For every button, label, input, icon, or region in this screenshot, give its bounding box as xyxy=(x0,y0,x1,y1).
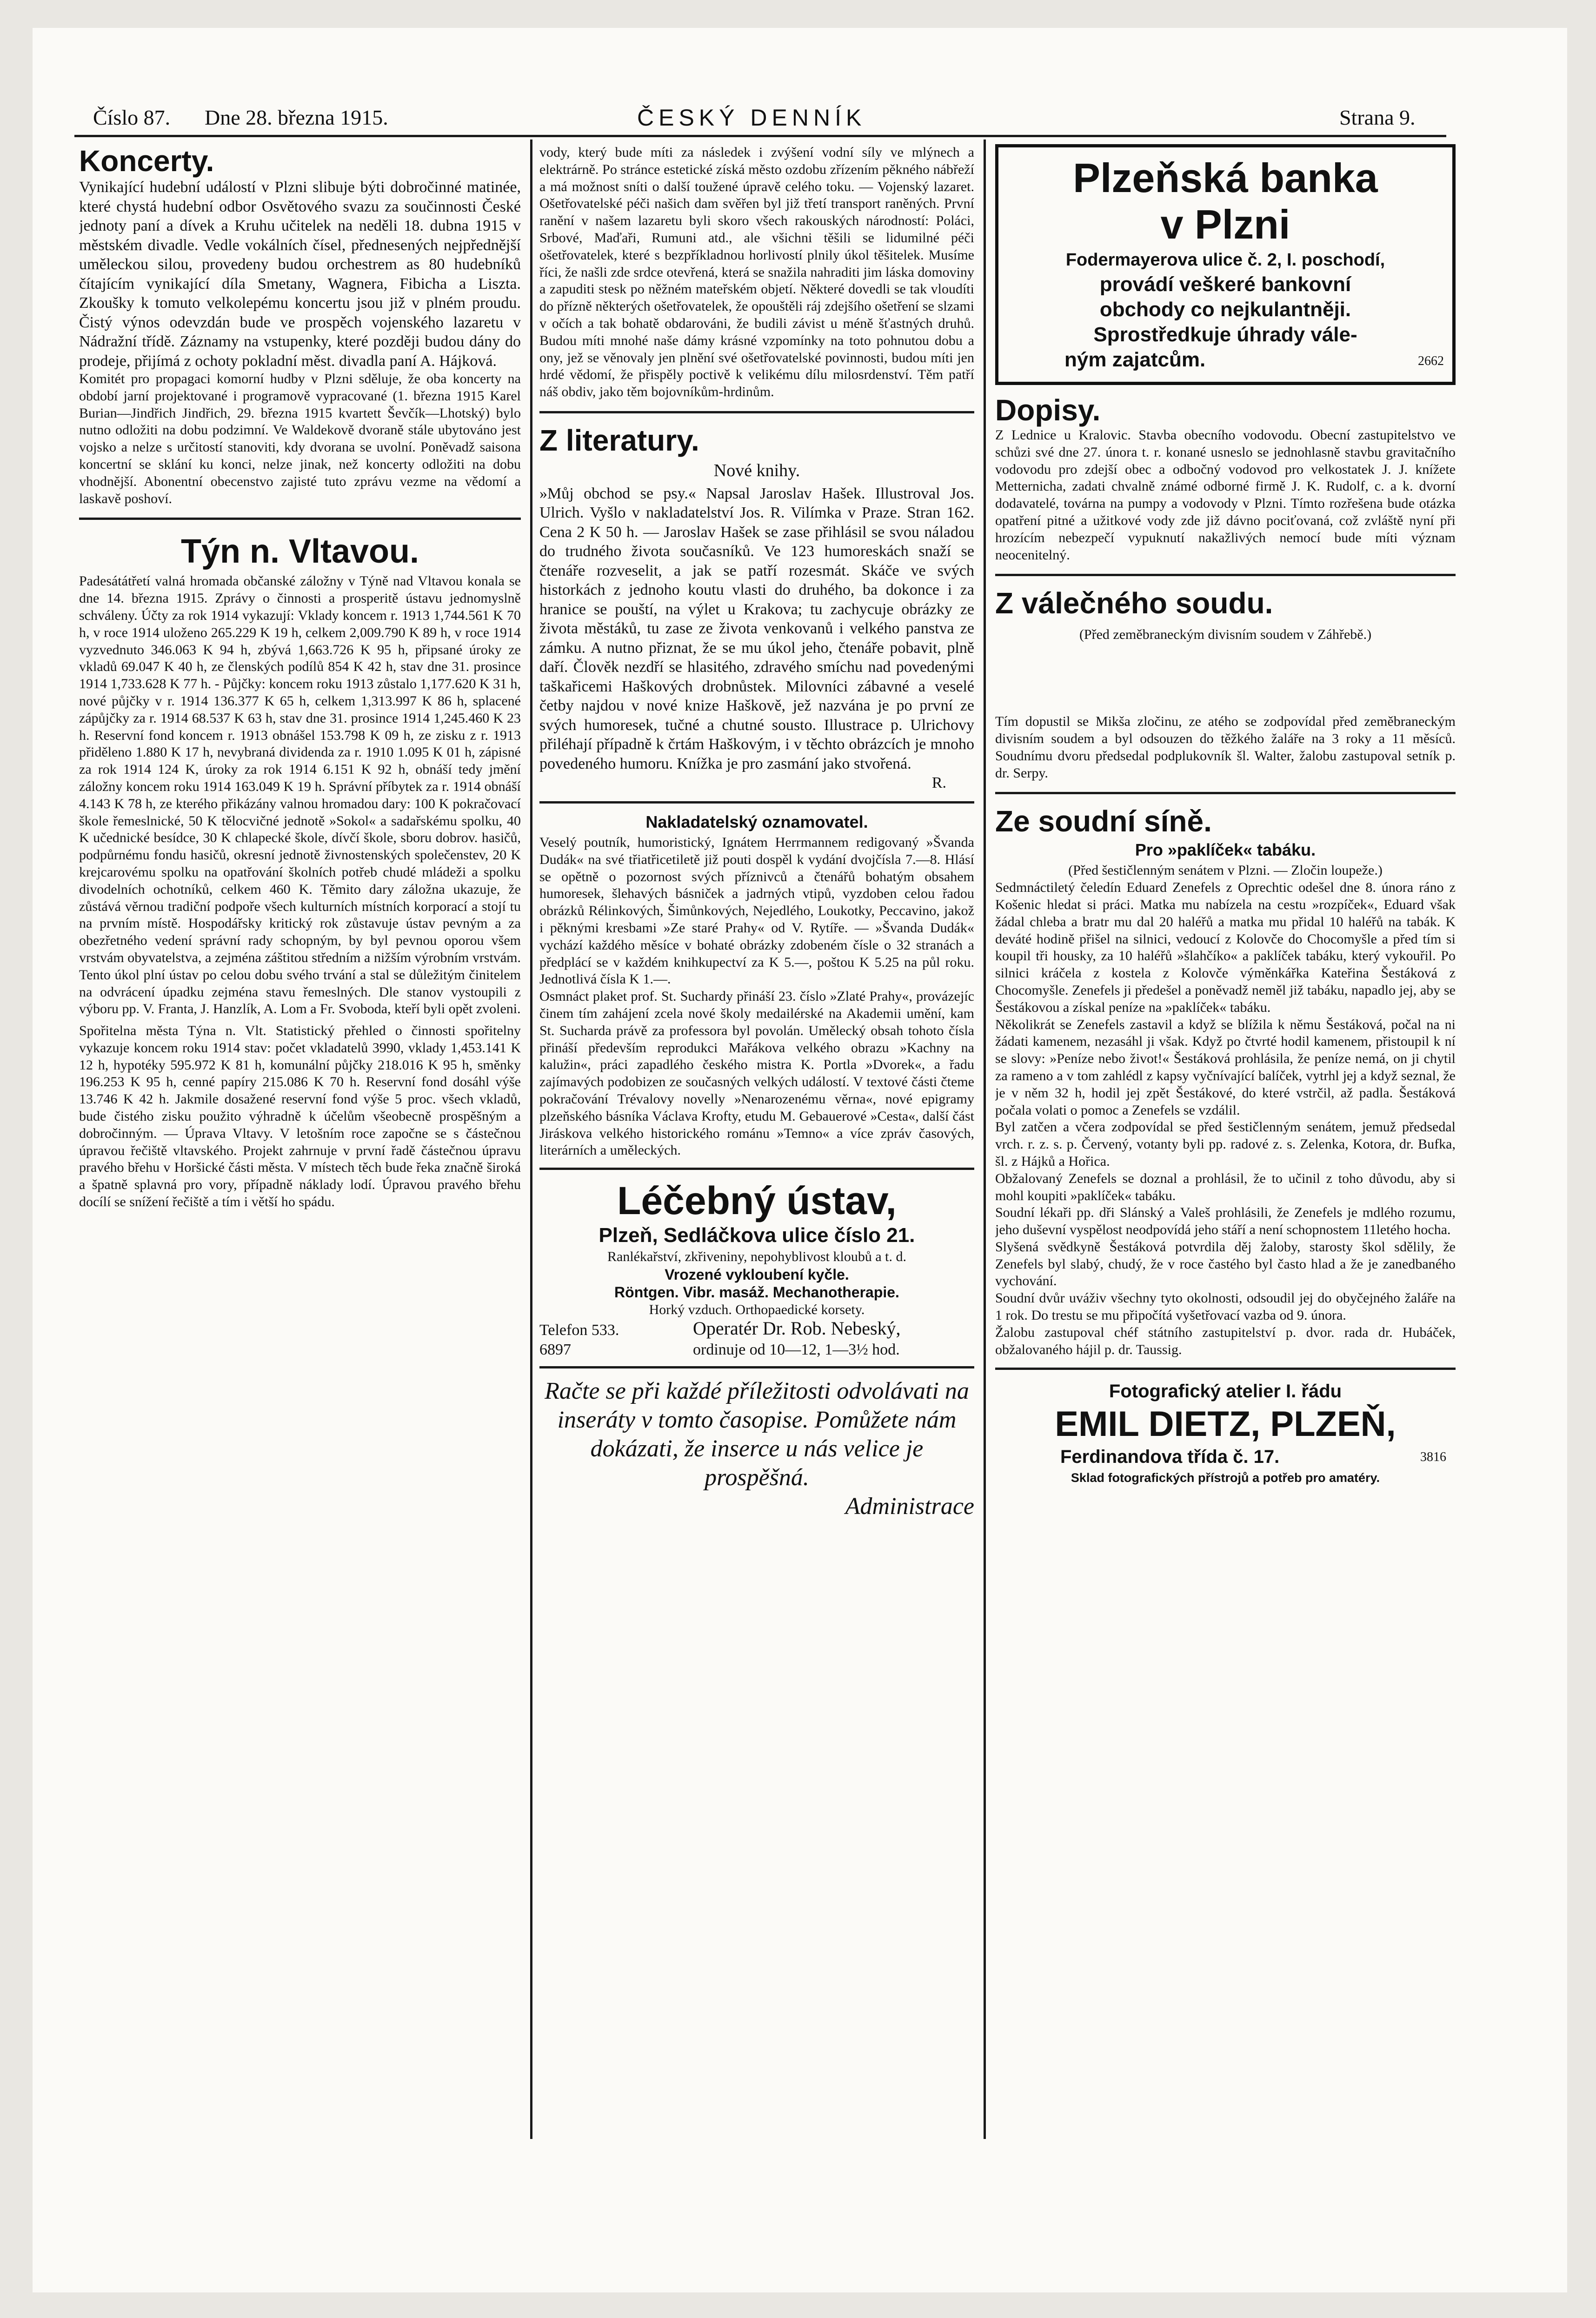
ad-line: Sprostředkuje úhrady vále- xyxy=(1093,323,1357,346)
column-3 xyxy=(995,144,1456,2144)
ad-line: Ranlékařství, zkřiveniny, nepohyblivost kloubů a t. d. xyxy=(607,1249,906,1265)
section-heading: Dopisy. xyxy=(995,393,1101,427)
ad-line: Horký vzduch. Orthopaedické korsety. xyxy=(649,1302,865,1318)
column-divider xyxy=(530,139,532,2139)
column-2 xyxy=(539,144,974,2144)
article-paragraph: vody, který bude míti za následek i zvýšení vodní síly ve mlýnech a elektrárně. Po stránce estetické získá město ozdobu zřízením pěkného nábřeží a má možnost sníti o další toužené úpravě celého toku. — Vojenský lazaret. Ošetřovatelské péči našich dam svěřen byl již třetí transport raněných. První ranění v našem lazaretu byli skoro všech rakouských národností: Poláci, Srbové, Maďaři, Rumuni atd., ale všichni těšili se lidumilné péči ošetřovatelek, které s bezpříkladnou horlivostí plnily úkol těšitelek. Musíme říci, že našli zde srdce otevřená, která se snažila nahraditi jim láska domoviny a zapuditi stesk po něžném mateřském objetí. Některé dovedli se tak vloudíti do přízně některých ošetřovatelek, že opouštěli ráj zdejšího ošetření se slzami v očích a tak bohatě obdarováni, že budili závist u méně šťastných druhů. Budou míti mnohé naše dámy krásné vzpomínky na toto pohnutou dobu a ony, jež se věnovaly jen plnění své ošetřovatelské povinnosti, budou míti jen hrdé vědomí, že přispěly poctivě k velikému dílu milosrdenství. Těm patří náš obdiv, jako těm bojovníkům-hrdinům. xyxy=(539,145,974,400)
ad-doctor: Operatér Dr. Rob. Nebeský, xyxy=(693,1318,901,1339)
ad-line: provádí veškeré bankovní xyxy=(1099,273,1351,296)
ad-title: Plzeňská banka xyxy=(1073,155,1378,201)
masthead-title: ČESKÝ DENNÍK xyxy=(637,105,866,131)
ad-title: Léčebný ústav, xyxy=(617,1179,897,1223)
article-paragraph: Vynikající hudební událostí v Plzni slibuje býti dobročinné matinée, které chystá hudební odbor Osvětového svazu za součinnosti České jednoty paní a dívek a Kruhu učitelek na neděli 18. dubna 1915 v městském divadle. Vedle vokálních čísel, přednesených nejpřednější uměleckou silou, provedeny budou orchestrem as 80 hudebníků čítajícím vynikající díla Smetany, Wagnera, Fibicha a Liszta. Zkoušky k tomuto velkolepému koncertu jsou již v plném proudu. Čistý výnos odevzdán bude ve prospěch vojenského lazaretu v Nádražní třídě. Záznamy na vstupenky, které později budou dány do prodeje, přijímá z ochoty pokladní měst. divadla paní A. Hájková. xyxy=(79,179,521,370)
article-paragraph: Padesátátřetí valná hromada občanské záložny v Týně nad Vltavou konala se dne 14. března 1915. Zprávy o činnosti a prosperitě ústavu jednomyslně schváleny. Účty za rok 1914 vykazují: Vklady koncem r. 1913 1,744.561 K 70 h, v roce 1914 uloženo 265.229 K 19 h, celkem 2,009.790 K 89 h, v roce 1914 vyzvednuto 346.063 K 94 h, zbývá 1,663.726 K 95 h, připsané úroky ze vkladů 69.047 K 40 h, ze členských podílů 854 K 42 h, stav dne 31. prosince 1914 1,733.628 K 77 h. - Půjčky: koncem roku 1913 zůstalo 1,177.620 K 31 h, nové půjčky v r. 1914 136.377 K 65 h, celkem 1,313.997 K 86 h, splacené zápůjčky za r. 1914 68.537 K 63 h, stav dne 31. prosince 1914 1,245.460 K 23 h. Reservní fond koncem r. 1913 obnášel 153.798 K 09 h, ze zisku z r. 1913 přiděleno 1.880 K 17 h, nevybraná dividenda za r. 1910 1.095 K 01 h, zápisné za rok 1914 124 K, úroky za rok 1914 6.151 K 92 h, obnáší tedy jmění záložny koncem roku 1914 163.049 K 19 h. Správní příbytek za r. 1914 obnáší 4.143 K 78 h, ze kterého přikázány valnou hromadou dary: 100 K pokračovací škole řemeslnické, 50 K tělocvičné jednotě »Sokol« a sadařskému spolku, 40 K učednické besídce, 30 K chlapecké škole, dívčí škole, sboru dobrov. hasičů, podpůrnému fondu hasičů, okresní jednotě živnostenských společenstev, 20 K krejcarovému spolku na opatřování školních potřeb chudé mládeži a spolku divodelních ochotníků, celkem 460 K. Těmito dary záložna ukazuje, že zůstává věrnou tradiční podpoře všech kulturních místních korporací a stojí tu na prvním místě. Hospodářsky kritický rok zůstavuje ústav pevným a za obezřetného vedení správní rady schopným, by byl pevnou oporou všem vrstvám obyvatelstva, a zejména záštitou středním a nižším výrobním vrstvám. Tento úkol plní ústav po celou dobu svého trvání a stal se důležitým činitelem na odvrácení úpadku zejména stavu řemeslných. Dle stanov vystoupili z výboru pp. V. Franta, J. Hanzlík, A. Lom a Fr. Svoboda, kteří byli opět zvoleni. xyxy=(79,573,521,1017)
article-paragraph: »Můj obchod se psy.« Napsal Jaroslav Hašek. Illustroval Jos. Ulrich. Vyšlo v nakladatelství Jos. R. Vilímka v Praze. Stran 162. Cena 2 K 50 h. — Jaroslav Hašek se zase přihlásil se svou náladou do trudného života současníků. Ve 123 humoreskách snaží se čtenáře rozveselit, a jak se patří rozesmát. Skáče ve svých historkách z jednoho koutu vlasti do druhého, ba dokonce i za hranice se pouští, na výlet u Krakova; tu zachycuje obrázky ze života městáků, tu zase ze života venkovanů i velkého panstva ze zámku. A nutno přiznat, že se mu úkol jeho, čtenáře pobavit, plně daří. Člověk nezdří se hlasitého, zdravého smíchu nad povedenými taškařicemi Haškových drobnůstek. Milovníci zábavné a veselé četby najdou v nové knize Haškově, jež nazvána je po první ze svých humoresek, tučné a chutné sousto. Illustrace p. Ulrichovy přiléhají případně k črtám Haškovým, i v těchto obrázcích je mnoho povedeného humoru. Knížka je pro zasmání jako stvořená. xyxy=(539,485,974,772)
article-paragraph: (Před šestičlenným senátem v Plzni. — Zločin loupeže.) xyxy=(1068,863,1383,878)
ad-address: Fodermayerova ulice č. 2, I. poschodí, xyxy=(1065,250,1385,270)
ad-line: ným zajatcům. xyxy=(1064,348,1206,371)
section-rule xyxy=(995,792,1456,794)
ad-number: 2662 xyxy=(1418,354,1444,368)
ad-line: Vrozené vykloubení kyčle. xyxy=(665,1266,849,1283)
subheading: Nakladatelský oznamovatel. xyxy=(645,812,868,831)
issue-date: Dne 28. března 1915. xyxy=(205,106,388,129)
section-rule xyxy=(539,411,974,413)
article-paragraph: Spořitelna města Týna n. Vlt. Statistický přehled o činnosti spořitelny vykazuje koncem roku 1914 stav: počet vkladatelů 3990, vklady 1,453.141 K 12 h, hypotéky 595.972 K 81 h, komunální půjčky 218.016 K 95 h, směnky 196.253 K 95 h, cenné papíry 215.086 K 70 h. Reservní fond dosáhl výše 13.746 K 42 h. Jakmile dosažené reservní fond výše 5 proc. všech vkladů, bude čistého zisku použito výhradně k účelům všeobecně prospěšným a dobročinným. — Úprava Vltavy. V letošním roce započne se s částečnou úpravou řečiště vltavského. Projekt zahrnuje v první řadě částečnou úpravu pravého břehu v Horšické části města. V místech těch bude řeka značně široká a špatně splavná pro vory, případně náklady lodí. Úpravou pravého břehu docílí se snížení řečiště a tím i větší ho spádu. xyxy=(79,1023,521,1210)
section-rule xyxy=(539,801,974,804)
column-1 xyxy=(79,144,521,2144)
section-heading: Ze soudní síně. xyxy=(995,804,1212,838)
ad-phone: Telefon 533. xyxy=(539,1322,619,1339)
article-paragraph: Byl zatčen a včera zodpovídal se před šestičlenným senátem, jemuž předsedal vrch. r. z. s. p. Červený, votanty byli pp. radové z. s. Zelenka, Kotora, dr. Bufka, šl. z Hájků a Hořica. xyxy=(995,1119,1456,1169)
header-rule xyxy=(74,135,1446,137)
section-heading: Koncerty. xyxy=(79,144,214,178)
censored-blank xyxy=(995,644,1456,713)
notice-text: Račte se při každé příležitosti odvolávati na inseráty v tomto časopise. Pomůžete nám dokázati, že inserce u nás velice je prospěšná. xyxy=(545,1378,969,1491)
section-rule xyxy=(79,518,521,520)
article-paragraph: Tím dopustil se Mikša zločinu, ze atého se zodpovídal před zeměbraneckým divisním soudem a byl odsouzen do těžkého žaláře na 3 roky a 11 měsíců. Soudnímu dvoru předsedal podplukovník šl. Walter, žalobu zastupoval setník p. dr. Serpy. xyxy=(995,714,1456,781)
advertisement-emil-dietz xyxy=(995,1379,1456,1487)
administration-notice xyxy=(539,1377,974,1521)
section-rule xyxy=(995,1368,1456,1370)
article-paragraph: Veselý poutník, humoristický, Ignátem Herrmannem redigovaný »Švanda Dudák« na své třiatřicetiletě již pouti dospěl k vydání dvojčísla 7.—8. Hlásí se opětně o pozornost svých příznivců a čtenářů bohatým obsahem humoresek, šlehavých básniček a jadrných vtipů, vyzdoben celou řadou obrázků Rélinkových, Šimůnkových, Nejedlého, Loukotky, Peccavino, jakož i pěknými kresbami »Ze staré Prahy« od V. Rytíře. — »Švanda Dudák« vychází každého měsíce v bohaté obrázky zdobeném čísle o 32 stranách a předplácí se v každém knihkupectví za K 5.—, poštou K 5.25 na půl roku. Jednotlivá čísla K 1.—. xyxy=(539,834,974,987)
article-paragraph: Slyšená svědkyně Šestáková potvrdila děj žaloby, starosty škol sdělily, že Zenefels byl slabý, chudý, že v roce častého byl často hlad a že je zanedbaného vychování. xyxy=(995,1239,1456,1289)
ad-line: obchody co nejkulantněji. xyxy=(1099,298,1351,321)
article-paragraph: Obžalovaný Zenefels se doznal a prohlásil, že to učinil z toho důvodu, aby si mohl koupiti »paklíček« tabáku. xyxy=(995,1170,1456,1203)
ad-number: 3816 xyxy=(1420,1450,1446,1465)
article-paragraph: Komitét pro propagaci komorní hudby v Plzni sděluje, že oba koncerty na období jarní projektované i programově vypracované (1. března 1915 Karel Burian—Jindřich Jindřich, 29. března 1915 kvartett Ševčík—Lhotský) bylo nutno odložiti na dobu podzimní. Ve Waldekově dvoraně stále ubytováno jest vojsko a nelze s určitostí stanoviti, kdy dvorana se uvolní. Poněvadž saisona koncertní se sklání ku konci, nelze jinak, než koncerty odložiti na dobu vhodnější. Abonentní obecenstvo zajisté tuto zprávu vezme na vědomí a laskavě poshoví. xyxy=(79,371,521,506)
article-paragraph: Žalobu zastupoval chéf státního zastupitelství p. dvor. rada dr. Hubáček, obžalovaného hájil p. dr. Taussig. xyxy=(995,1324,1456,1357)
subheading: Nové knihy. xyxy=(713,460,800,480)
article-paragraph: Sedmnáctiletý čeledín Eduard Zenefels z Oprechtic odešel dne 8. února ráno z Košenic hledat si práci. Matka mu nabízela na cestu »rozpíček«, Eduard však žádal chleba a bratr mu dal 20 haléřů a matka mu přidal 10 haléřů na tabák. K deváté hodině přišel na silnici, vedoucí z Kolovče do Chocomyšle a před tím si koupil tři housky, za 10 haléřů »šlahčíko« a paklíček tabáku, který vykouřil. Po silnici kráčela z kostela z Kolovče výměnkářka Kateřina Šestáková z Chocomyšle. Zenefels ji předešel a poněvadž neměl již tabáku, napadlo jej, aby se Šestákovou a získal peníze na »paklíček« tabáku. xyxy=(995,880,1456,1015)
article-paragraph: Osmnáct plaket prof. St. Suchardy přináší 23. číslo »Zlaté Prahy«, provázejíc činem tím zahájení zcela nové školy medailérské na Akademii umění, kam St. Sucharda právě za professora byl povolán. Umělecký obsah tohoto čísla přináší především reprodukci Mařákova velkého obrazu »Kachny na kalužin«, práci zapadlého českého mistra K. Portla »Dvorek«, a řadu zajímavých podobizen ze současných velkých událostí. V textové části čteme pokračování Trévalovy novelly »Nenarozenému věrna«, nové epigramy plzeňského básníka Václava Krofty, etudu M. Gebauerové »Cesta«, další část Jiráskova velkého historického románu »Temno« a více zpráv časových, literárních a uměleckých. xyxy=(539,989,974,1158)
advertisement-plzenska-banka xyxy=(995,144,1456,385)
article-paragraph: Několikrát se Zenefels zastavil a když se blížila k němu Šestáková, počal na ni žádati kamenem, nezasáhl ji však. Když po čtvrté hodil kamenem, přistoupil k ní se slovy: »Peníze nebo život!« Šestáková prohlásila, že peníze nemá, on ji chytil za rameno a v tom zahlédl z kapsy vyčnívající balíček, vytrhl jej a když seznal, že je v něm 32 h, hodil jej zpět Šestákové, do které vstrčil, až padla. Šestáková počala volati o pomoc a Zenefels se vzdálil. xyxy=(995,1016,1456,1118)
ad-title: EMIL DIETZ, PLZEŇ, xyxy=(1055,1404,1396,1444)
article-paragraph: Soudní dvůr uváživ všechny tyto okolnosti, odsoudil jej do obyčejného žaláře na 1 rok. Do trestu se mu připočítá vyšetřovací vazba od 9. února. xyxy=(995,1290,1456,1323)
article-paragraph: (Před zeměbraneckým divisním soudem v Záhřebě.) xyxy=(1079,627,1372,643)
ad-title: v Plzni xyxy=(1160,201,1290,247)
column-divider xyxy=(984,139,986,2139)
ad-hours: ordinuje od 10—12, 1—3½ hod. xyxy=(693,1341,900,1359)
section-rule xyxy=(995,574,1456,576)
section-rule xyxy=(539,1168,974,1170)
article-paragraph: Z Lednice u Kralovic. Stavba obecního vodovodu. Obecní zastupitelstvo ve schůzi své dne 27. února t. r. konané usneslo se jednohlasně stavbu gravitačního vodovodu pro zdejší obec a odbočný vodovod pro velkostatek J. J. knížete Metternicha, zadati chvalně známé odborné firmě J. K. Rudolf, c. a k. dvorní dodavatelé, továrna na pumpy a vodovody v Plzni. Tímto rozřešena bude otázka opatření pitné a užitkové vody zde již dávno pociťovaná, což zvláště nyní při hrozícím nebezpečí vypuknutí nakažlivých nemocí bude míti význam neocenitelný. xyxy=(995,427,1456,563)
notice-signature: Administrace xyxy=(845,1493,974,1520)
ad-address: Plzeň, Sedláčkova ulice číslo 21. xyxy=(598,1224,915,1247)
ad-line: Sklad fotografických přístrojů a potřeb pro amatéry. xyxy=(1071,1471,1380,1485)
ad-line: Fotografický atelier I. řádu xyxy=(1109,1381,1342,1402)
author-signature: R. xyxy=(931,774,946,792)
article-paragraph: Soudní lékaři pp. dři Slánský a Valeš prohlásili, že Zenefels je mdlého rozumu, jeho duševní vyspělost neodpovídá jeho stáří a není schopnostem 11letého hocha. xyxy=(995,1205,1456,1238)
ad-number: 6897 xyxy=(539,1341,571,1359)
issue-number: Číslo 87. xyxy=(93,106,171,129)
ad-line: Röntgen. Vibr. masáž. Mechanotherapie. xyxy=(614,1284,899,1301)
section-rule xyxy=(539,1366,974,1368)
section-heading: Z literatury. xyxy=(539,423,699,457)
ad-address: Ferdinandova třída č. 17. xyxy=(1060,1447,1280,1468)
advertisement-lecebny-ustav xyxy=(539,1178,974,1361)
subheading: Pro »paklíček« tabáku. xyxy=(1135,840,1316,860)
section-heading: Týn n. Vltavou. xyxy=(180,533,419,571)
page-number: Strana 9. xyxy=(1339,106,1416,129)
section-heading: Z válečného soudu. xyxy=(995,586,1273,620)
